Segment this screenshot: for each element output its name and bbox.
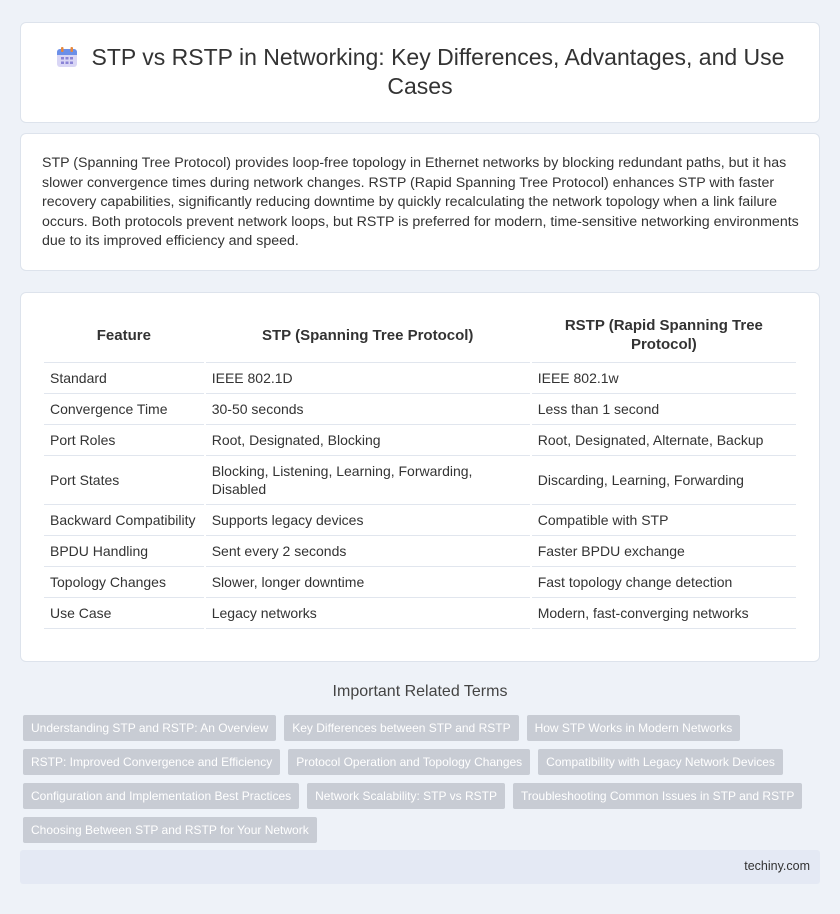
related-term-tag[interactable]: Key Differences between STP and RSTP: [284, 715, 518, 741]
table-row: [44, 394, 796, 425]
page-title: STP vs RSTP in Networking: Key Differences, Advantages, and Use Cases: [91, 44, 785, 99]
related-term-tag[interactable]: How STP Works in Modern Networks: [527, 715, 741, 741]
intro-card: [20, 133, 820, 271]
rstp-cell: Less than 1 second: [532, 394, 796, 425]
rstp-cell: Modern, fast-converging networks: [532, 598, 796, 629]
feature-cell: Standard: [44, 363, 204, 394]
rstp-cell: IEEE 802.1w: [532, 363, 796, 394]
feature-cell: Topology Changes: [44, 567, 204, 598]
stp-cell: IEEE 802.1D: [206, 363, 530, 394]
related-terms-list: [23, 715, 813, 843]
feature-cell: Backward Compatibility: [44, 505, 204, 536]
related-term-tag[interactable]: Protocol Operation and Topology Changes: [288, 749, 530, 775]
table-row: [44, 598, 796, 629]
table-row: [44, 567, 796, 598]
stp-cell: Legacy networks: [206, 598, 530, 629]
stp-cell: Root, Designated, Blocking: [206, 425, 530, 456]
rstp-cell: Discarding, Learning, Forwarding: [532, 456, 796, 505]
footer-site[interactable]: techiny.com: [744, 859, 810, 873]
rstp-cell: Compatible with STP: [532, 505, 796, 536]
related-term-tag[interactable]: Choosing Between STP and RSTP for Your Network: [23, 817, 317, 843]
footer: [20, 850, 820, 884]
comparison-table: [42, 308, 798, 629]
table-row: [44, 536, 796, 567]
related-term-tag[interactable]: Configuration and Implementation Best Practices: [23, 783, 299, 809]
header-feature: Feature: [44, 308, 204, 363]
feature-cell: Convergence Time: [44, 394, 204, 425]
related-terms-heading: Important Related Terms: [332, 683, 508, 700]
stp-cell: Supports legacy devices: [206, 505, 530, 536]
feature-cell: BPDU Handling: [44, 536, 204, 567]
intro-paragraph: STP (Spanning Tree Protocol) provides loop-free topology in Ethernet networks by blocking redundant paths, but it has slower convergence times during network changes. RSTP (Rapid Spanning Tree Protocol) enhances STP with faster recovery capabilities, significantly reducing downtime by quickly recalculating the network topology when a link failure occurs. Both protocols prevent network loops, but RSTP is preferred for modern, time-sensitive networking environments due to its improved efficiency and speed.: [42, 155, 799, 250]
header-stp: STP (Spanning Tree Protocol): [206, 308, 530, 363]
rstp-cell: Root, Designated, Alternate, Backup: [532, 425, 796, 456]
feature-cell: Port Roles: [44, 425, 204, 456]
comparison-card: [20, 292, 820, 662]
table-row: [44, 505, 796, 536]
related-term-tag[interactable]: RSTP: Improved Convergence and Efficiency: [23, 749, 280, 775]
table-row: [44, 425, 796, 456]
related-term-tag[interactable]: Troubleshooting Common Issues in STP and RSTP: [513, 783, 802, 809]
feature-cell: Use Case: [44, 598, 204, 629]
rstp-cell: Fast topology change detection: [532, 567, 796, 598]
header-rstp: RSTP (Rapid Spanning Tree Protocol): [532, 308, 796, 363]
table-header-row: [44, 308, 796, 363]
table-row: [44, 363, 796, 394]
related-term-tag[interactable]: Network Scalability: STP vs RSTP: [307, 783, 505, 809]
table-row: [44, 456, 796, 505]
related-term-tag[interactable]: Understanding STP and RSTP: An Overview: [23, 715, 276, 741]
related-term-tag[interactable]: Compatibility with Legacy Network Devices: [538, 749, 783, 775]
feature-cell: Port States: [44, 456, 204, 505]
title-card: [20, 22, 820, 123]
calendar-icon: [56, 46, 78, 68]
stp-cell: Sent every 2 seconds: [206, 536, 530, 567]
stp-cell: Slower, longer downtime: [206, 567, 530, 598]
rstp-cell: Faster BPDU exchange: [532, 536, 796, 567]
stp-cell: 30-50 seconds: [206, 394, 530, 425]
stp-cell: Blocking, Listening, Learning, Forwarding, Disabled: [206, 456, 530, 505]
page-title-row: [21, 43, 819, 101]
